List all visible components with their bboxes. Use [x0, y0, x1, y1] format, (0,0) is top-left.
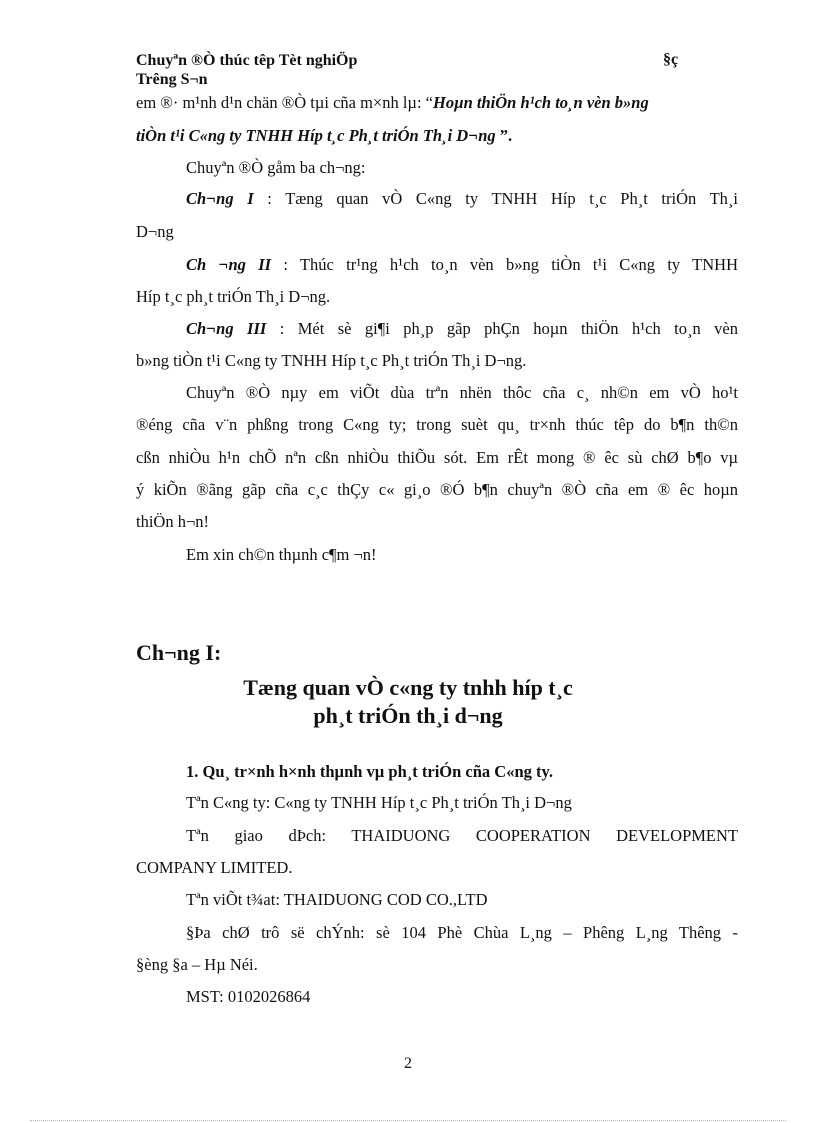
thesis-title-part1: Hoµn thiÖn h¹ch to¸n vèn b»ng — [432, 93, 649, 112]
company-name-line: Tªn C«ng ty: C«ng ty TNHH Híp t¸c Ph¸t triÓn Th¸i D¬ng — [186, 793, 572, 812]
page-number: 2 — [404, 1055, 412, 1072]
body-line-3: cßn nhiÒu h¹n chÕ nªn cßn nhiÒu thiÕu sót. Em rÊt mong ® êc sù chØ b¶o vµ — [136, 448, 738, 467]
section-title-line-1: Tæng quan vÒ c«ng ty tnhh híp t¸c — [243, 675, 573, 700]
chapter-1-desc: : Tæng quan vÒ C«ng ty TNHH Híp t¸c Ph¸t triÓn Th¸i — [253, 189, 738, 208]
address-line-1: §Þa chØ trô së chÝnh: sè 104 Phè Chùa L¸ng – Phêng L¸ng Thêng - — [186, 923, 738, 942]
tax-code-line: MST: 0102026864 — [186, 987, 311, 1006]
body-line-1: Chuyªn ®Ò nµy em viÕt dùa trªn nhën thôc cña c¸ nh©n em vÒ ho¹t — [186, 383, 738, 402]
intro-text: em ®· m¹nh d¹n chän ®Ò tµi cña m×nh lµ: “ — [136, 93, 433, 112]
chapter-3-line-1 — [186, 318, 738, 340]
chapter-1-line-2: D¬ng — [136, 222, 174, 241]
chapter-1-label: Ch¬ng I — [186, 189, 254, 208]
chapter-2-line-2: Híp t¸c ph¸t triÓn Th¸i D¬ng. — [136, 287, 331, 306]
thesis-title-close: ”. — [495, 126, 513, 145]
subsection-heading: 1. Qu¸ tr×nh h×nh thµnh vµ ph¸t triÓn cña C«ng ty. — [186, 762, 553, 781]
chapter-3-label: Ch¬ng III — [186, 319, 267, 338]
trade-name-line-2: COMPANY LIMITED. — [136, 858, 293, 877]
structure-line: Chuyªn ®Ò gåm ba ch¬ng: — [186, 158, 366, 177]
chapter-3-line-2: b»ng tiÒn t¹i C«ng ty TNHH Híp t¸c Ph¸t triÓn Th¸i D¬ng. — [136, 351, 527, 370]
header-right-mark: §ç — [663, 51, 679, 68]
header-title: Chuyªn ®Ò thúc têp Tèt nghiÖp — [136, 52, 358, 69]
section-title-line-2: ph¸t triÓn th¸i d¬ng — [313, 703, 503, 728]
page-bottom-divider — [30, 1120, 786, 1121]
chapter-heading: Ch¬ng I: — [136, 640, 222, 665]
chapter-3-desc: : Mét sè gi¶i ph¸p gãp phÇn hoµn thiÖn h¹ch to¸n vèn — [266, 319, 738, 338]
address-line-2: §èng §a – Hµ Néi. — [136, 955, 258, 974]
body-line-4: ý kiÕn ®ãng gãp cña c¸c thÇy c« gi¸o ®Ó b¶n chuyªn ®Ò cña em ® êc hoµn — [136, 480, 738, 499]
chapter-1-line-1 — [186, 188, 738, 210]
body-line-5: thiÖn h¬n! — [136, 512, 210, 531]
body-line-2: ®éng cña v¨n phßng trong C«ng ty; trong suèt qu¸ tr×nh thúc têp do b¶n th©n — [136, 415, 738, 434]
header-author: Trêng S¬n — [136, 71, 208, 88]
trade-name-line-1: Tªn giao dÞch: THAIDUONG COOPERATION DEVELOPMENT — [186, 826, 738, 845]
chapter-2-label: Ch ¬ng II — [186, 255, 272, 274]
intro-line-2 — [136, 125, 512, 147]
chapter-2-desc: : Thúc tr¹ng h¹ch to¸n vèn b»ng tiÒn t¹i C«ng ty TNHH — [271, 255, 738, 274]
intro-line-1 — [136, 92, 649, 114]
thesis-title-part2: tiÒn t¹i C«ng ty TNHH Híp t¸c Ph¸t triÓn Th¸i D¬ng — [136, 126, 496, 145]
thanks-line: Em xin ch©n thµnh c¶m ¬n! — [186, 545, 377, 564]
short-name-line: Tªn viÕt t¾at: THAIDUONG COD CO.,LTD — [186, 890, 488, 909]
chapter-2-line-1 — [186, 254, 738, 276]
